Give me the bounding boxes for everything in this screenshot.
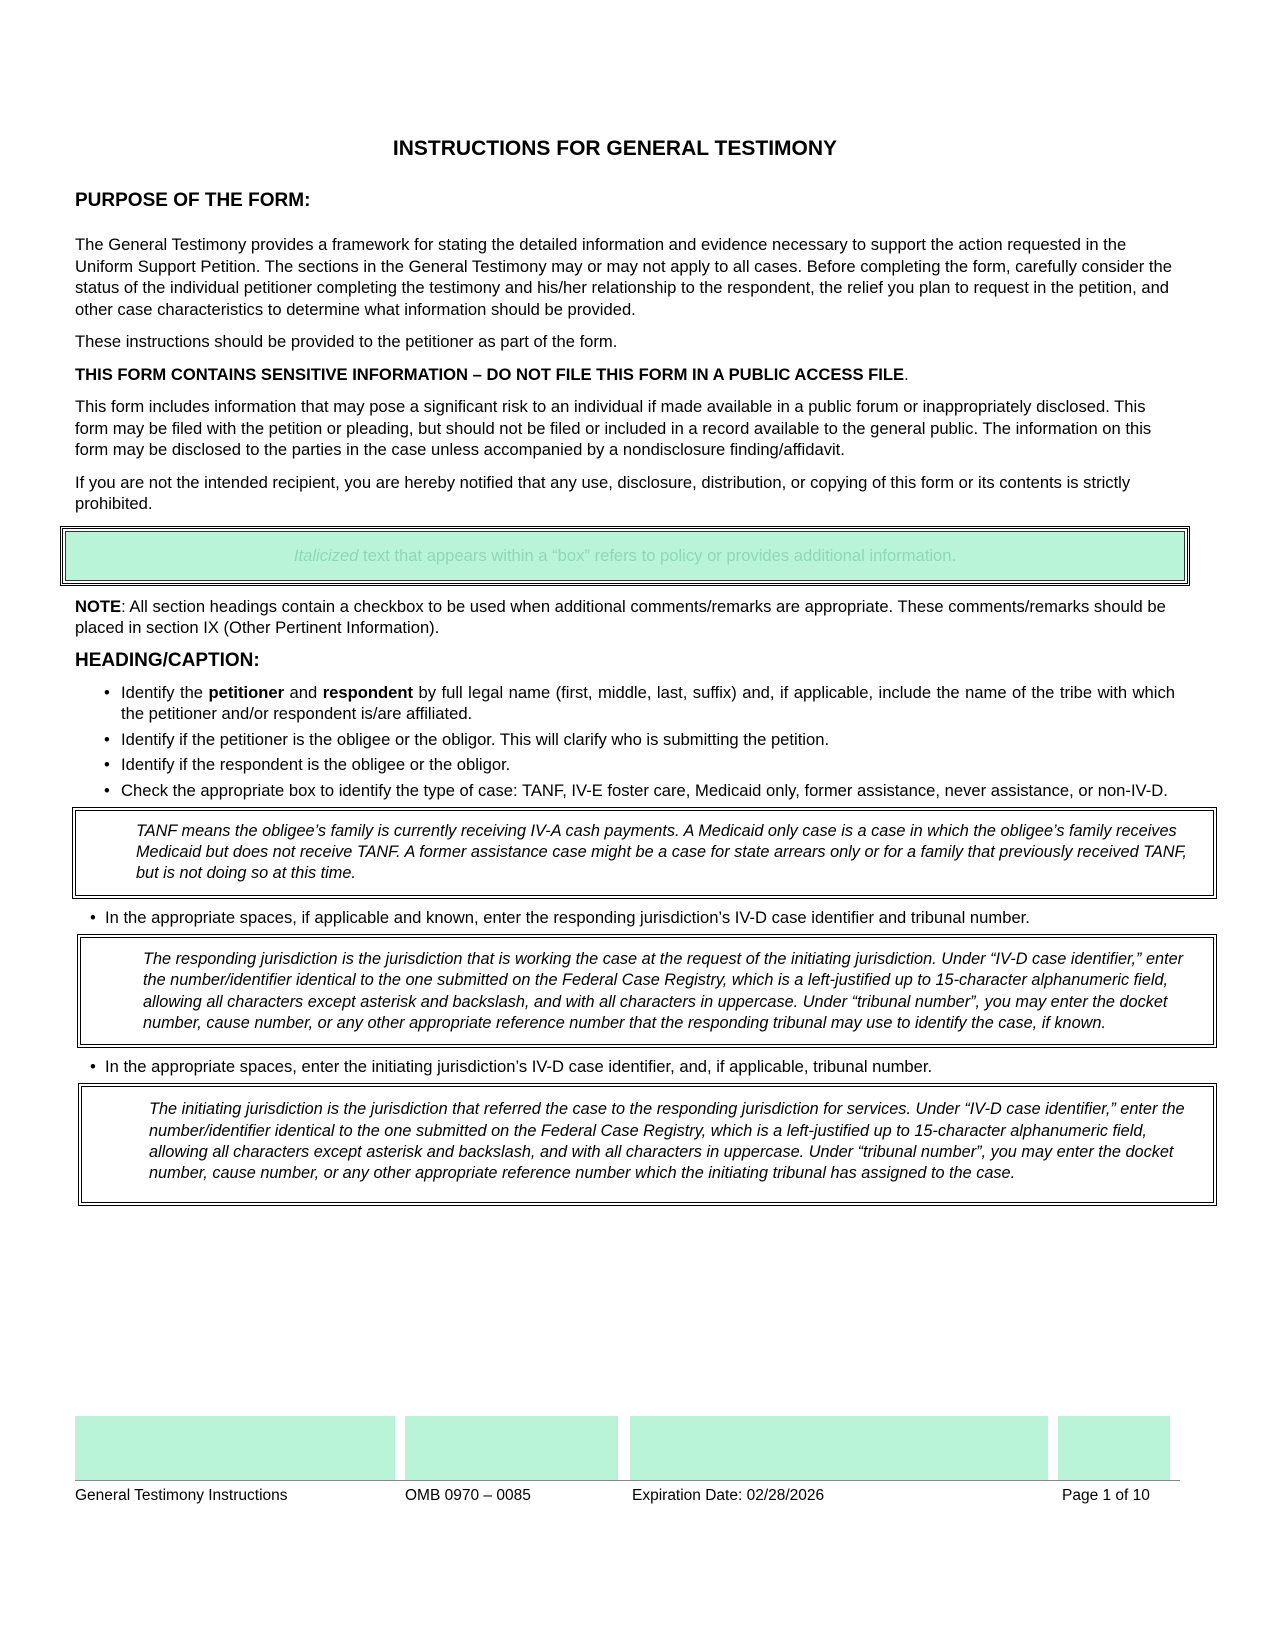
list-item bbox=[90, 907, 1175, 929]
list-text: In the appropriate spaces, if applicable and known, enter the responding jurisdiction’s IV-D case identifier and tribunal number. bbox=[105, 907, 1030, 927]
purpose-paragraph-2: These instructions should be provided to the petitioner as part of the form. bbox=[75, 332, 618, 351]
legend-box-fill[interactable] bbox=[65, 531, 1185, 581]
respondent-term: respondent bbox=[322, 682, 414, 702]
footer-page-number: Page 1 of 10 bbox=[1062, 1487, 1150, 1504]
initiating-jurisdiction-info-box: The initiating jurisdiction is the jurisdiction that referred the case to the responding jurisdiction for services. Under “IV-D case identifier,” enter the number/identifier identical to the one submitted on the Federal Case Registry, which is a left-justified up to 15-character alphanumeric field, allowing all characters except asterisk and backslash, and with all characters in uppercase. Under “tribunal number”, you may enter the docket number, cause number, or any other appropriate reference number which the initiating tribunal has assigned to the case. bbox=[78, 1083, 1217, 1206]
footer-field-page[interactable] bbox=[1058, 1416, 1170, 1480]
legend-box bbox=[60, 526, 1190, 586]
list-text: and bbox=[284, 682, 323, 702]
footer-field-expiration[interactable] bbox=[630, 1416, 1048, 1480]
list-text: by full legal name (first, middle, last, suffix) and, if applicable, include the name of the tribe with which the petitioner and/or respondent is/are affiliated. bbox=[121, 682, 1175, 723]
bullet-icon: • bbox=[104, 682, 110, 702]
note-label: NOTE bbox=[75, 596, 122, 616]
purpose-heading: PURPOSE OF THE FORM: bbox=[75, 190, 311, 211]
sensitive-warning-end: . bbox=[904, 364, 909, 384]
bullet-icon: • bbox=[104, 780, 110, 800]
footer-field-omb[interactable] bbox=[405, 1416, 618, 1480]
list-text: Identify if the respondent is the obligee or the obligor. bbox=[121, 755, 511, 774]
sensitive-warning-text: THIS FORM CONTAINS SENSITIVE INFORMATION – DO NOT FILE THIS FORM IN A PUBLIC ACCESS FILE bbox=[75, 364, 905, 384]
list-text: Identify the bbox=[121, 682, 209, 702]
list-item bbox=[90, 1056, 1175, 1078]
document-body bbox=[75, 190, 1187, 1214]
list-item bbox=[104, 780, 1175, 802]
purpose-paragraph-1: The General Testimony provides a framework for stating the detailed information and evidence necessary to support the action requested in the Uniform Support Petition. The sections in the General Testimony may or may not apply to all cases. Before completing the form, carefully consider the status of the individual petitioner completing the testimony and his/her relationship to the respondent, the relief you plan to request in the petition, and other case characteristics to determine what information should be provided. bbox=[75, 235, 1172, 319]
bullet-icon: • bbox=[104, 755, 110, 774]
footer-form-name: General Testimony Instructions bbox=[75, 1487, 288, 1504]
footer-divider bbox=[75, 1480, 1180, 1481]
page-footer bbox=[0, 1416, 1275, 1504]
list-item bbox=[104, 754, 1175, 776]
bullet-icon: • bbox=[90, 907, 96, 927]
bullet-icon: • bbox=[104, 729, 110, 749]
purpose-paragraph-4: If you are not the intended recipient, you are hereby notified that any use, disclosure, distribution, or copying of this form or its contents is strictly prohibited. bbox=[75, 472, 1131, 513]
legend-italic: Italicized bbox=[293, 545, 359, 565]
responding-jurisdiction-info-box: The responding jurisdiction is the jurisdiction that is working the case at the request of the initiating jurisdiction. Under “IV-D case identifier,” enter the number/identifier identical to the one submitted on the Federal Case Registry, which is a left-justified up to 15-character alphanumeric field, allowing all characters except asterisk and backslash, and with all characters in uppercase. Under “tribunal number”, you may enter the docket number, cause number, or any other appropriate reference number that the responding tribunal may use to identify the case, if known. bbox=[77, 934, 1217, 1048]
note-paragraph bbox=[75, 596, 1175, 639]
case-type-info-box: TANF means the obligee’s family is currently receiving IV-A cash payments. A Medicaid only case is a case in which the obligee’s family receives Medicaid but does not receive TANF. A former assistance case might be a case for state arrears only or for a family that previously received TANF, but is not doing so at this time. bbox=[72, 807, 1217, 899]
list-text: Check the appropriate box to identify the type of case: TANF, IV-E foster care, Medicaid only, former assistance, never assistance, or non-IV-D. bbox=[121, 780, 1168, 800]
legend-text bbox=[294, 545, 956, 567]
legend-rest: text that appears within a “box” refers to policy or provides additional information. bbox=[358, 545, 957, 565]
note-text: : All section headings contain a checkbox to be used when additional comments/remarks are appropriate. These comments/remarks should be placed in section IX (Other Pertinent Information). bbox=[75, 596, 1166, 637]
caption-bullet-list bbox=[75, 682, 1175, 802]
list-text: Identify if the petitioner is the obligee or the obligor. This will clarify who is submitting the petition. bbox=[121, 729, 830, 749]
page-title: INSTRUCTIONS FOR GENERAL TESTIMONY bbox=[392, 137, 838, 160]
list-text: In the appropriate spaces, enter the initiating jurisdiction’s IV-D case identifier, and, if applicable, tribunal number. bbox=[105, 1056, 933, 1076]
footer-field-form-name[interactable] bbox=[75, 1416, 395, 1480]
petitioner-term: petitioner bbox=[208, 682, 285, 702]
heading-caption-heading: HEADING/CAPTION: bbox=[75, 649, 260, 671]
sensitive-warning bbox=[75, 364, 1175, 386]
list-item bbox=[104, 729, 1175, 751]
footer-expiration-date: Expiration Date: 02/28/2026 bbox=[632, 1487, 825, 1504]
footer-omb-number: OMB 0970 – 0085 bbox=[405, 1487, 531, 1504]
purpose-paragraph-3: This form includes information that may pose a significant risk to an individual if made available in a public forum or inappropriately disclosed. This form may be filed with the petition or pleading, but should not be filed or included in a record available to the general public. The information on this form may be disclosed to the parties in the case unless accompanied by a nondisclosure finding/affidavit. bbox=[75, 397, 1152, 459]
list-item bbox=[104, 682, 1175, 725]
bullet-icon: • bbox=[90, 1056, 96, 1076]
